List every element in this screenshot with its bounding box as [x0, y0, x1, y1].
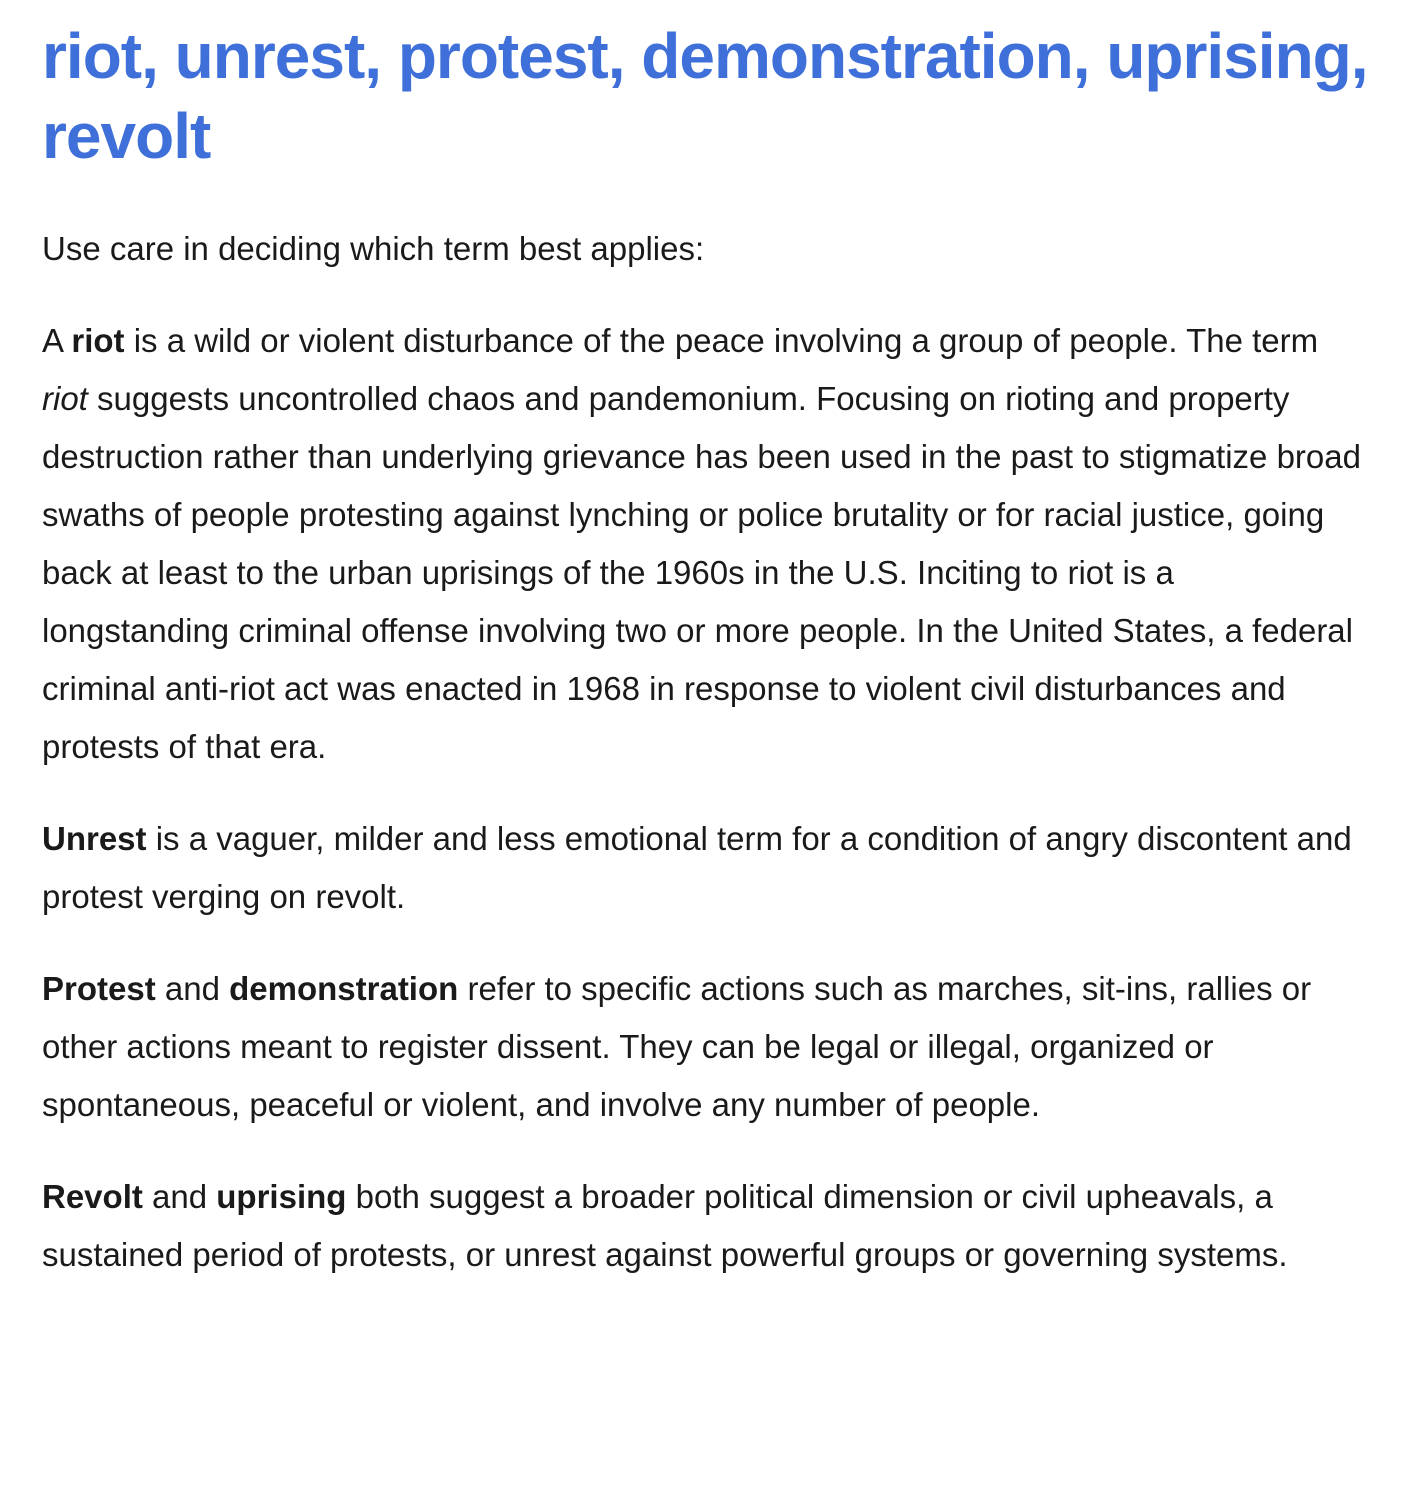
- intro-text: Use care in deciding which term best applies:: [42, 230, 705, 267]
- riot-term-italic: riot: [42, 380, 88, 417]
- riot-paragraph: [42, 312, 1370, 776]
- protest-text: refer to specific actions such as marches, sit-ins, rallies or other actions meant to register dissent. They can be legal or illegal, organized or spontaneous, peaceful or violent, and involve any number of people.: [42, 970, 1312, 1123]
- riot-text-2: suggests uncontrolled chaos and pandemonium. Focusing on rioting and property destruction rather than underlying grievance has been used in the past to stigmatize broad swaths of people protesting against lynching or police brutality or for racial justice, going back at least to the urban uprisings of the 1960s in the U.S. Inciting to riot is a longstanding criminal offense involving two or more people. In the United States, a federal criminal anti-riot act was enacted in 1968 in response to violent civil disturbances and protests of that era.: [42, 380, 1361, 765]
- demonstration-term: demonstration: [229, 970, 459, 1007]
- revolt-term: Revolt: [42, 1178, 143, 1215]
- unrest-paragraph: [42, 810, 1370, 926]
- riot-term: riot: [71, 322, 125, 359]
- revolt-text: both suggest a broader political dimension or civil upheavals, a sustained period of protests, or unrest against powerful groups or governing systems.: [42, 1178, 1288, 1273]
- unrest-term: Unrest: [42, 820, 147, 857]
- revolt-paragraph: [42, 1168, 1370, 1284]
- riot-text-1: is a wild or violent disturbance of the peace involving a group of people. The term: [124, 322, 1319, 359]
- protest-term: Protest: [42, 970, 156, 1007]
- page-title: riot, unrest, protest, demonstration, uprising, revolt: [42, 20, 1368, 172]
- revolt-connector: and: [142, 1178, 217, 1215]
- riot-prefix: A: [42, 322, 72, 359]
- unrest-text: is a vaguer, milder and less emotional term for a condition of angry discontent and protest verging on revolt.: [42, 820, 1352, 915]
- protest-connector: and: [155, 970, 230, 1007]
- uprising-term: uprising: [216, 1178, 347, 1215]
- protest-paragraph: [42, 960, 1370, 1134]
